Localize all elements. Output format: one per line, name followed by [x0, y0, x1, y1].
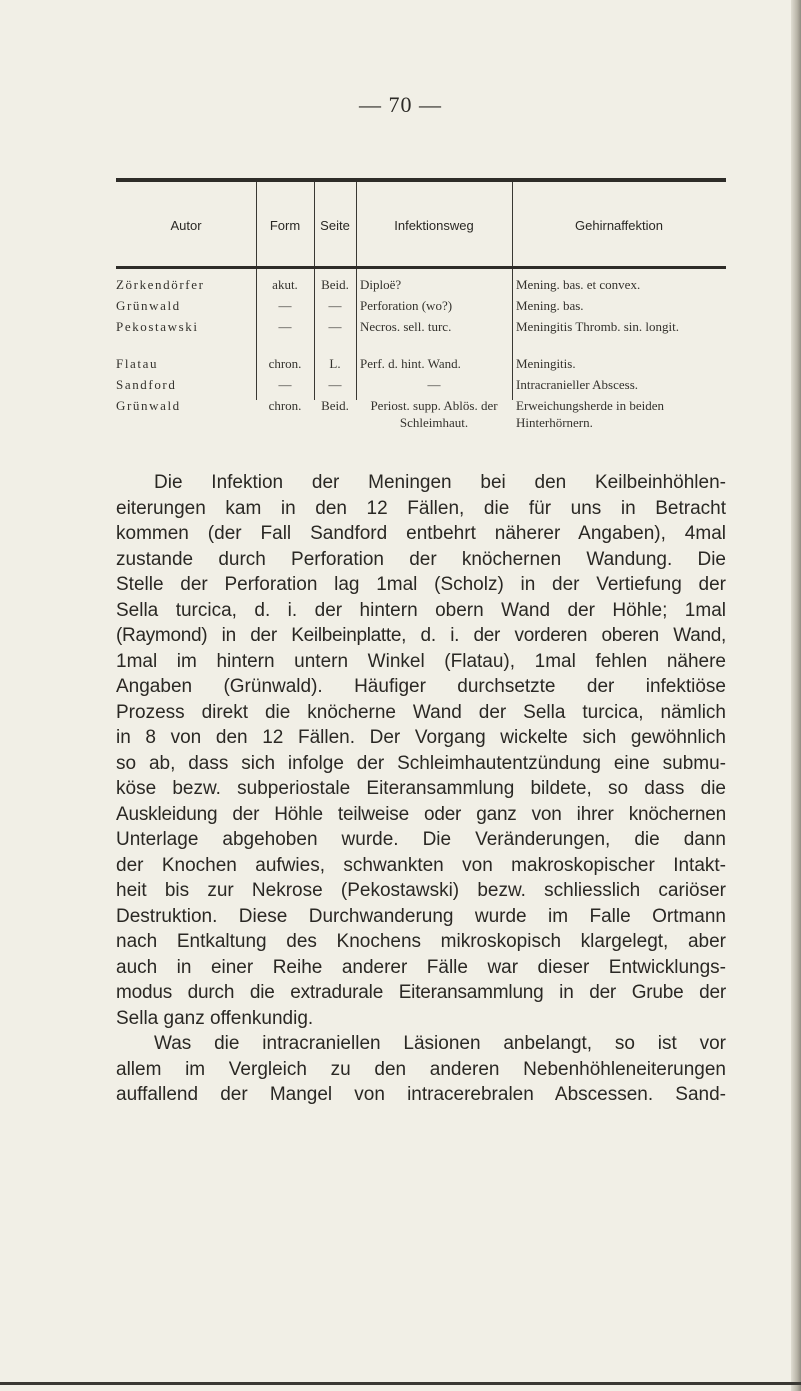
cell-affektion: Intracranieller Abscess. — [516, 377, 639, 392]
header-divider — [356, 182, 357, 266]
cell-affektion: Meningitis. — [516, 356, 576, 371]
text-line: in 8 von den 12 Fällen. Der Vorgang wickelte sich gewöhnlich — [116, 727, 726, 748]
cell-seite: Beid. — [321, 398, 349, 413]
text-line: Unterlage abgehoben wurde. Die Veränderungen, die dann — [116, 829, 726, 850]
text-line: Sella ganz offenkundig. — [116, 1007, 314, 1029]
scan-edge — [791, 0, 801, 1391]
cell-autor: Flatau — [116, 356, 159, 371]
header-autor: Autor — [170, 217, 202, 233]
cell-affektion: Meningitis Thromb. sin. longit. — [516, 319, 679, 334]
text-line: auffallend der Mangel von intracerebralen Abscessen. Sand- — [116, 1084, 726, 1105]
bottom-edge-line — [0, 1382, 801, 1385]
cell-seite: — — [328, 377, 342, 392]
table-header-rule — [116, 266, 726, 269]
cell-affektion: Erweichungsherde in beiden Hinterhörnern. — [516, 398, 665, 430]
cell-affektion: Mening. bas. — [516, 298, 584, 313]
text-line: eiterungen kam in den 12 Fällen, die für uns in Betracht — [116, 497, 726, 519]
cell-autor: Grünwald — [116, 298, 181, 313]
cell-weg: Perf. d. hint. Wand. — [360, 356, 461, 371]
text-line: Prozess direkt die knöcherne Wand der Sella turcica, nämlich — [116, 701, 726, 723]
header-infektionsweg: Infektionsweg — [394, 217, 474, 233]
cell-autor: Grünwald — [116, 398, 181, 413]
text-line: der Knochen aufwies, schwankten von makroskopischer Intakt- — [116, 854, 726, 876]
cell-autor: Zörkendörfer — [116, 277, 205, 292]
text-line: Auskleidung der Höhle teilweise oder ganz von ihrer knöchernen — [116, 803, 726, 825]
cell-seite: L. — [329, 356, 341, 371]
text-line: auch in einer Reihe anderer Fälle war dieser Entwicklungs- — [116, 956, 726, 978]
cell-form: chron. — [268, 398, 302, 413]
cell-autor: Pekostawski — [116, 319, 199, 334]
header-gehirnaffektion: Gehirnaffektion — [575, 217, 663, 233]
cell-form: — — [278, 319, 292, 334]
cell-form: — — [278, 298, 292, 313]
text-line: zustande durch Perforation der knöchernen Wandung. Die — [116, 548, 726, 570]
cell-seite: Beid. — [321, 277, 349, 292]
text-line: (Raymond) in der Keilbeinplatte, d. i. der vorderen oberen Wand, — [116, 625, 726, 646]
text-line: kommen (der Fall Sandford entbehrt näherer Angaben), 4mal — [116, 523, 726, 544]
body-text — [116, 470, 726, 1108]
cell-autor: Sandford — [116, 377, 177, 392]
column-divider — [512, 269, 513, 400]
text-line: Stelle der Perforation lag 1mal (Scholz) in der Vertiefung der — [116, 574, 726, 595]
header-divider — [256, 182, 257, 266]
cell-weg: Perforation (wo?) — [360, 298, 453, 313]
cell-affektion: Mening. bas. et convex. — [516, 277, 641, 292]
cell-form: chron. — [268, 356, 302, 371]
header-seite: Seite — [320, 217, 350, 233]
table-header-row — [116, 182, 726, 268]
text-line: 1mal im hintern untern Winkel (Flatau), 1mal fehlen nähere — [116, 650, 726, 672]
infection-table — [116, 178, 726, 430]
text-line: modus durch die extradurale Eiteransammlung in der Grube der — [116, 982, 726, 1003]
text-line: Angaben (Grünwald). Häufiger durchsetzte der infektiöse — [116, 676, 726, 697]
text-line: Was die intracraniellen Läsionen anbelangt, so ist vor — [154, 1033, 726, 1054]
text-line: Destruktion. Diese Durchwanderung wurde im Falle Ortmann — [116, 905, 726, 927]
text-line: allem im Vergleich zu den anderen Nebenhöhleneiterungen — [116, 1058, 726, 1080]
text-line: köse bezw. subperiostale Eiteransammlung bildete, so dass die — [116, 778, 726, 799]
text-line: so ab, dass sich infolge der Schleimhautentzündung eine submu- — [116, 752, 726, 774]
cell-weg: Diploë? — [360, 277, 402, 292]
header-form: Form — [269, 217, 301, 233]
cell-form: akut. — [272, 277, 298, 292]
cell-weg: Necros. sell. turc. — [360, 319, 452, 334]
text-line: Sella turcica, d. i. der hintern obern Wand der Höhle; 1mal — [116, 599, 726, 621]
text-line: Die Infektion der Meningen bei den Keilbeinhöhlen- — [154, 472, 726, 493]
cell-seite: — — [328, 319, 342, 334]
page-number: — 70 — — [359, 92, 442, 117]
header-divider — [314, 182, 315, 266]
cell-weg: — — [427, 377, 441, 392]
cell-form: — — [278, 377, 292, 392]
cell-weg: Periost. supp. Ablös. der Schleimhaut. — [370, 398, 498, 430]
text-line: nach Entkaltung des Knochens mikroskopisch klargelegt, aber — [116, 931, 726, 952]
text-line: heit bis zur Nekrose (Pekostawski) bezw. schliesslich cariöser — [116, 880, 726, 901]
header-divider — [512, 182, 513, 266]
cell-seite: — — [328, 298, 342, 313]
